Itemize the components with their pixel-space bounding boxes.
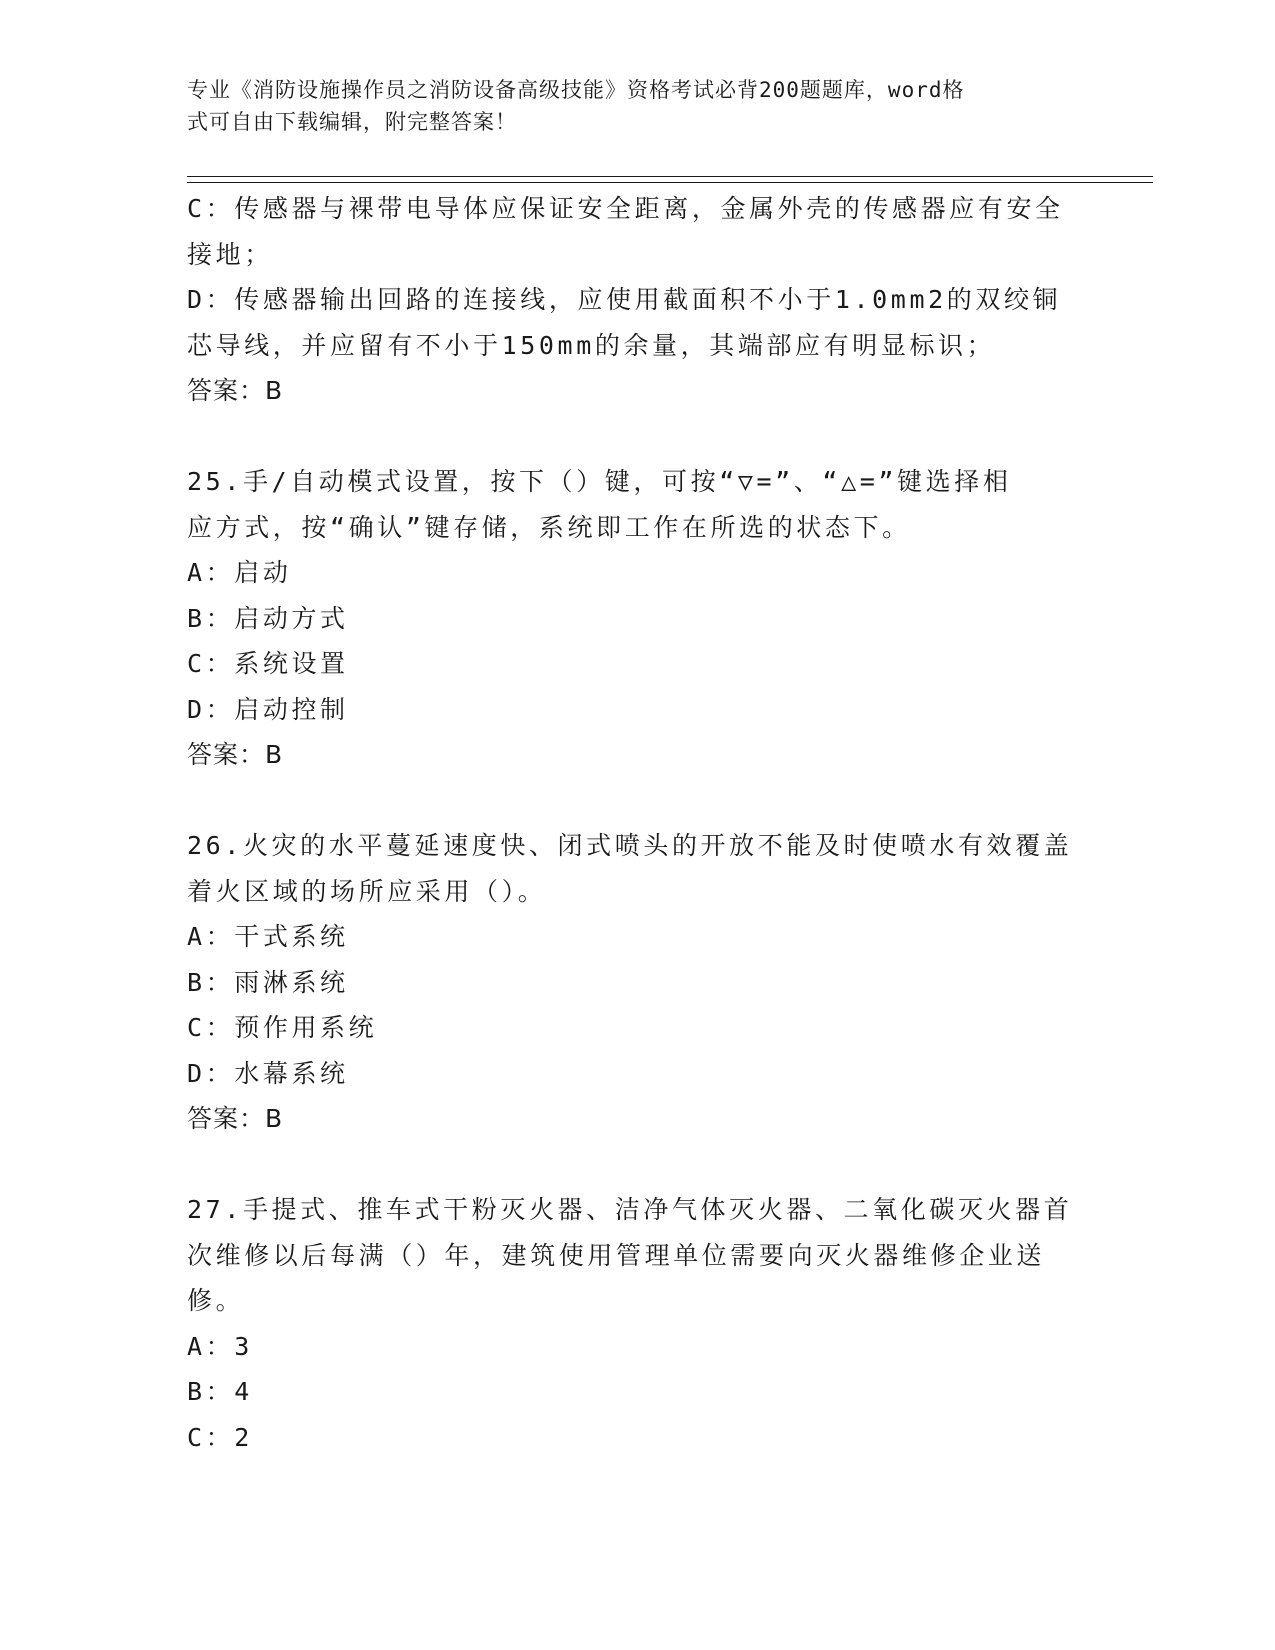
- option-d-line-1: D：传感器输出回路的连接线，应使用截面积不小于1.0mm2的双绞铜: [187, 285, 1062, 314]
- question-list: [187, 186, 1087, 1460]
- option-d-line-2: 芯导线，并应留有不小于150mm的余量，其端部应有明显标识；: [187, 330, 996, 360]
- option-b: B：启动方式: [187, 603, 349, 633]
- question-block-25: [187, 459, 1087, 778]
- answer-line: 答案：B: [187, 740, 284, 769]
- answer-line: 答案：B: [187, 1104, 284, 1133]
- header-line-2: 式可自由下载编辑，附完整答案！: [187, 110, 517, 134]
- question-stem-line-1: 27.手提式、推车式干粉灭火器、洁净气体灭火器、二氧化碳灭火器首: [187, 1195, 1073, 1224]
- option-d: D：水幕系统: [187, 1058, 349, 1088]
- option-a: A：启动: [187, 558, 292, 587]
- option-c: C：系统设置: [187, 649, 349, 678]
- question-block-27: [187, 1187, 1087, 1460]
- option-a: A：3: [187, 1331, 253, 1361]
- header-divider-top: [187, 176, 1153, 177]
- question-stem-line-2: 应方式，按“确认”键存储，系统即工作在所选的状态下。: [187, 512, 911, 542]
- question-stem-line-2: 次维修以后每满（）年，建筑使用管理单位需要向灭火器维修企业送: [187, 1240, 1046, 1270]
- question-block-26: [187, 823, 1087, 1142]
- document-header: [187, 74, 1067, 138]
- option-c: C：2: [187, 1422, 253, 1452]
- question-stem-line-1: 25.手/自动模式设置，按下（）键，可按“▽=”、“△=”键选择相: [187, 467, 1012, 496]
- option-a: A：干式系统: [187, 922, 349, 951]
- spacer: [187, 778, 1087, 824]
- answer-line: 答案：B: [187, 376, 284, 405]
- option-c: C：预作用系统: [187, 1013, 378, 1042]
- spacer: [187, 1142, 1087, 1188]
- question-stem-line-1: 26.火灾的水平蔓延速度快、闭式喷头的开放不能及时使喷水有效覆盖: [187, 831, 1073, 860]
- header-divider-bottom: [187, 182, 1153, 183]
- question-stem-line-2: 着火区域的场所应采用（）。: [187, 876, 547, 906]
- option-b: B：4: [187, 1377, 253, 1406]
- option-b: B：雨淋系统: [187, 967, 349, 997]
- question-stem-line-3: 修。: [187, 1286, 245, 1315]
- question-block-24-continued: [187, 186, 1087, 414]
- option-c-line-2: 接地；: [187, 239, 273, 269]
- option-c-line-1: C：传感器与裸带电导体应保证安全距离，金属外壳的传感器应有安全: [187, 194, 1064, 223]
- header-line-1: 专业《消防设施操作员之消防设备高级技能》资格考试必背200题题库，word格: [187, 78, 965, 102]
- option-d: D：启动控制: [187, 694, 349, 724]
- spacer: [187, 414, 1087, 460]
